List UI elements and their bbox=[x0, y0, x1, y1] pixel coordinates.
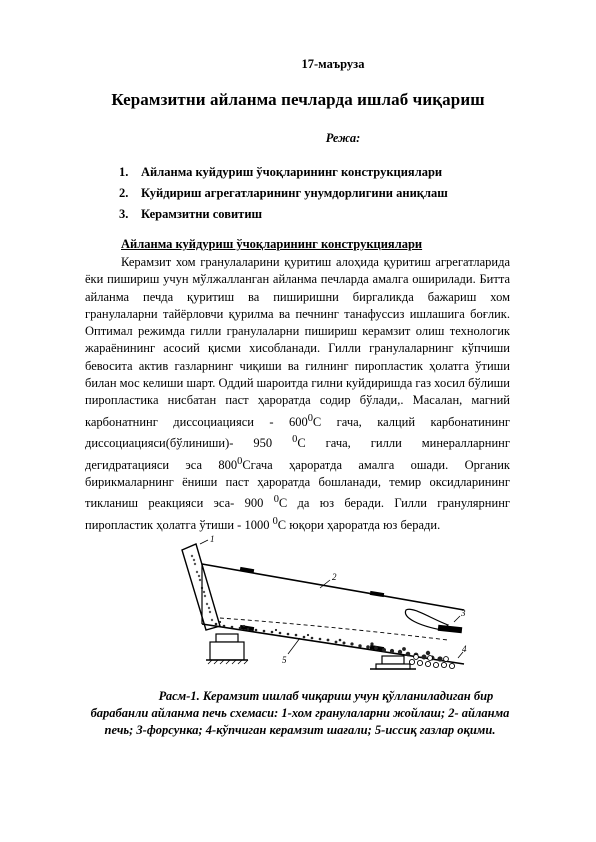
plan-list bbox=[119, 162, 448, 225]
figure-caption bbox=[80, 688, 520, 739]
plan-item bbox=[119, 204, 448, 225]
plan-item-number: 1. bbox=[119, 165, 129, 179]
label-4: 4 bbox=[462, 644, 467, 654]
plan-heading: Режа: bbox=[325, 131, 361, 145]
discharge-pile bbox=[409, 644, 467, 669]
degree-superscript: 0 bbox=[272, 515, 278, 527]
degree-superscript: 0 bbox=[273, 494, 279, 506]
paragraph-part: С юқори ҳароратда юз беради. bbox=[277, 517, 441, 532]
support-stand-left bbox=[206, 634, 248, 664]
label-2: 2 bbox=[332, 572, 337, 582]
degree-superscript: 0 bbox=[237, 455, 243, 467]
paragraph-part: С да юз беради. Гилли гранулярнинг пиропластик ҳолатга ўтиши - 1000 bbox=[85, 496, 511, 532]
burner bbox=[405, 608, 466, 633]
paragraph-part: Сгача ҳароратда амалга ошади. Органик бирикмаларнинг ёниши паст ҳароратда бошланади, темир оксидларининг тикланиш реакцияси эса- 900 bbox=[85, 457, 510, 511]
plan-item-text: Керамзитни совитиш bbox=[141, 207, 263, 221]
label-3: 3 bbox=[461, 608, 466, 618]
degree-superscript: 0 bbox=[307, 412, 313, 424]
caption-text: Расм-1. Керамзит ишлаб чиқариш учун қўлланиладиган бир барабанли айланма печь схемаси: 1-хом гранулаларни жойлаш; 2- айланма печь; 3-форсунка; 4-кўпчиган керамзит шағали; 5-иссиқ газлар оқими. bbox=[90, 689, 510, 737]
paragraph-part: С гача, гилли минералларнинг дегидратацияси эса 800 bbox=[85, 436, 510, 472]
plan-item bbox=[119, 162, 448, 183]
label-5: 5 bbox=[282, 655, 287, 665]
paragraph-part: С гача, калций карбонатининг диссоциацияси(бўлиниши)- 950 bbox=[85, 414, 511, 451]
body-paragraph bbox=[85, 254, 510, 534]
plan-item bbox=[119, 183, 448, 204]
plan-item-number: 3. bbox=[119, 207, 129, 221]
plan-item-number: 2. bbox=[119, 186, 129, 200]
label-1: 1 bbox=[210, 534, 215, 544]
feed-hopper bbox=[182, 534, 220, 630]
degree-superscript: 0 bbox=[292, 434, 298, 446]
paragraph-part: Керамзит хом гранулаларини қуритиш алоҳида қуритиш агрегатларида ёки пишириш учун мўлжалланган айланма печларда амалга оширилади. Битта айланма печда қуритиш ва пиширишни биргаликда бажариш хом гранулаларни тайёрловчи қурилма ва печнинг танафуссиз ишлашига боғлик. Оптимал режимда гилли гранулаларни пишириш керамзит олиш технологик жараёнининг асосий қисми хисобланади. Гилли гранулаларнинг кўпчиши бевосита актив газларнинг чиқиши ва гилнинг пиропластик ҳолатга ўтиши билан мос келиши шарт. Оддий шароитда гилни куйдиришда газ хосил бўлиши пиропластика нисбатан паст ҳароратда содир бўлади,. Масалан, магний карбонатнинг диссоциацияси - 600 bbox=[85, 255, 510, 429]
page-title: Керамзитни айланма печларда ишлаб чиқариш bbox=[111, 90, 485, 109]
lecture-number: 17-маъруза bbox=[301, 57, 365, 71]
plan-item-text: Куйдириш агрегатларининг унумдорлигини аниқлаш bbox=[141, 186, 448, 200]
rotary-kiln-diagram bbox=[180, 530, 470, 672]
section-heading: Айланма куйдуриш ўчоқларининг конструкциялари bbox=[121, 237, 423, 251]
plan-item-text: Айланма куйдуриш ўчоқларининг конструкциялари bbox=[141, 165, 443, 179]
